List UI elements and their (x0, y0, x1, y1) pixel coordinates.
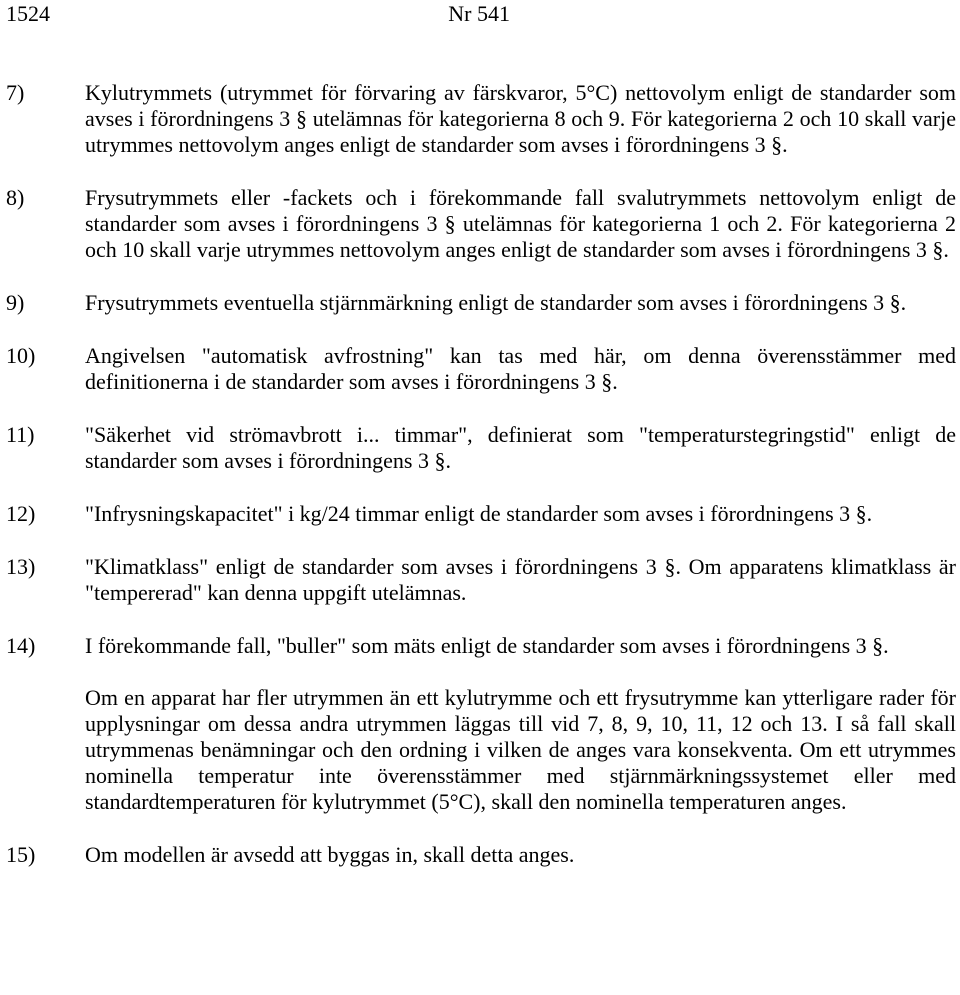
footnote-number: 10) (6, 343, 36, 368)
footnote-list (6, 80, 956, 868)
footnote-item-11 (6, 422, 956, 474)
footnote-text: Frysutrymmets eller -fackets och i förekommande fall svalutrymmets nettovolym enligt de standarder som avses i förordningens 3 § utelämnas för kategorierna 1 och 2. För kategorierna 2 och 10 skall varje utrymmes nettovolym anges enligt de standarder som avses i förordningens 3 §. (85, 185, 956, 262)
footnote-text: Om modellen är avsedd att byggas in, skall detta anges. (85, 842, 575, 867)
footnote-item-13 (6, 554, 956, 606)
footnote-text: Angivelsen "automatisk avfrostning" kan tas med här, om denna överensstämmer med definitionerna i de standarder som avses i förordningens 3 §. (85, 343, 956, 394)
page-number: 1524 (6, 1, 50, 26)
footnote-number: 13) (6, 554, 36, 579)
footnote-number: 8) (6, 185, 25, 210)
footnote-item-14 (6, 633, 956, 815)
footnote-item-7 (6, 80, 956, 158)
footnote-number: 14) (6, 633, 36, 658)
footnote-number: 7) (6, 80, 25, 105)
footnote-number: 11) (6, 422, 35, 447)
footnote-text: "Infrysningskapacitet" i kg/24 timmar enligt de standarder som avses i förordningens 3 §. (85, 501, 873, 526)
footnote-text: "Säkerhet vid strömavbrott i... timmar", definierat som "temperaturstegringstid" enligt de standarder som avses i förordningens 3 §. (85, 422, 956, 473)
footnote-note: Om en apparat har fler utrymmen än ett kylutrymme och ett frysutrymme kan ytterligare rader för upplysningar om dessa andra utrymmen läggas till vid 7, 8, 9, 10, 11, 12 och 13. I så fall skall utrymmenas benämningar och den ordning i vilken de anges vara konsekventa. Om ett utrymmes nominella temperatur inte överensstämmer med stjärnmärkningssystemet eller med standardtemperaturen för kylutrymmet (5°C), skall den nominella temperaturen anges. (85, 685, 956, 814)
footnote-item-9 (6, 290, 956, 316)
footnote-text: Frysutrymmets eventuella stjärnmärkning enligt de standarder som avses i förordningens 3 §. (85, 290, 907, 315)
footnote-item-10 (6, 343, 956, 395)
footnote-text: I förekommande fall, "buller" som mäts enligt de standarder som avses i förordningens 3 §. (85, 633, 889, 658)
footnote-number: 9) (6, 290, 25, 315)
page-header (6, 0, 510, 28)
footnote-text: "Klimatklass" enligt de standarder som avses i förordningens 3 §. Om apparatens klimatklass är "tempererad" kan denna uppgift utelämnas. (85, 554, 956, 605)
footnote-number: 12) (6, 501, 36, 526)
footnote-item-8 (6, 185, 956, 263)
footnote-number: 15) (6, 842, 36, 867)
document-number: Nr 541 (448, 1, 510, 26)
footnote-text: Kylutrymmets (utrymmet för förvaring av färskvaror, 5°C) nettovolym enligt de standarder som avses i förordningens 3 § utelämnas för kategorierna 8 och 9. För kategorierna 2 och 10 skall varje utrymmes nettovolym anges enligt de standarder som avses i förordningens 3 §. (85, 80, 956, 157)
footnote-item-15 (6, 842, 956, 868)
footnote-item-12 (6, 501, 956, 527)
